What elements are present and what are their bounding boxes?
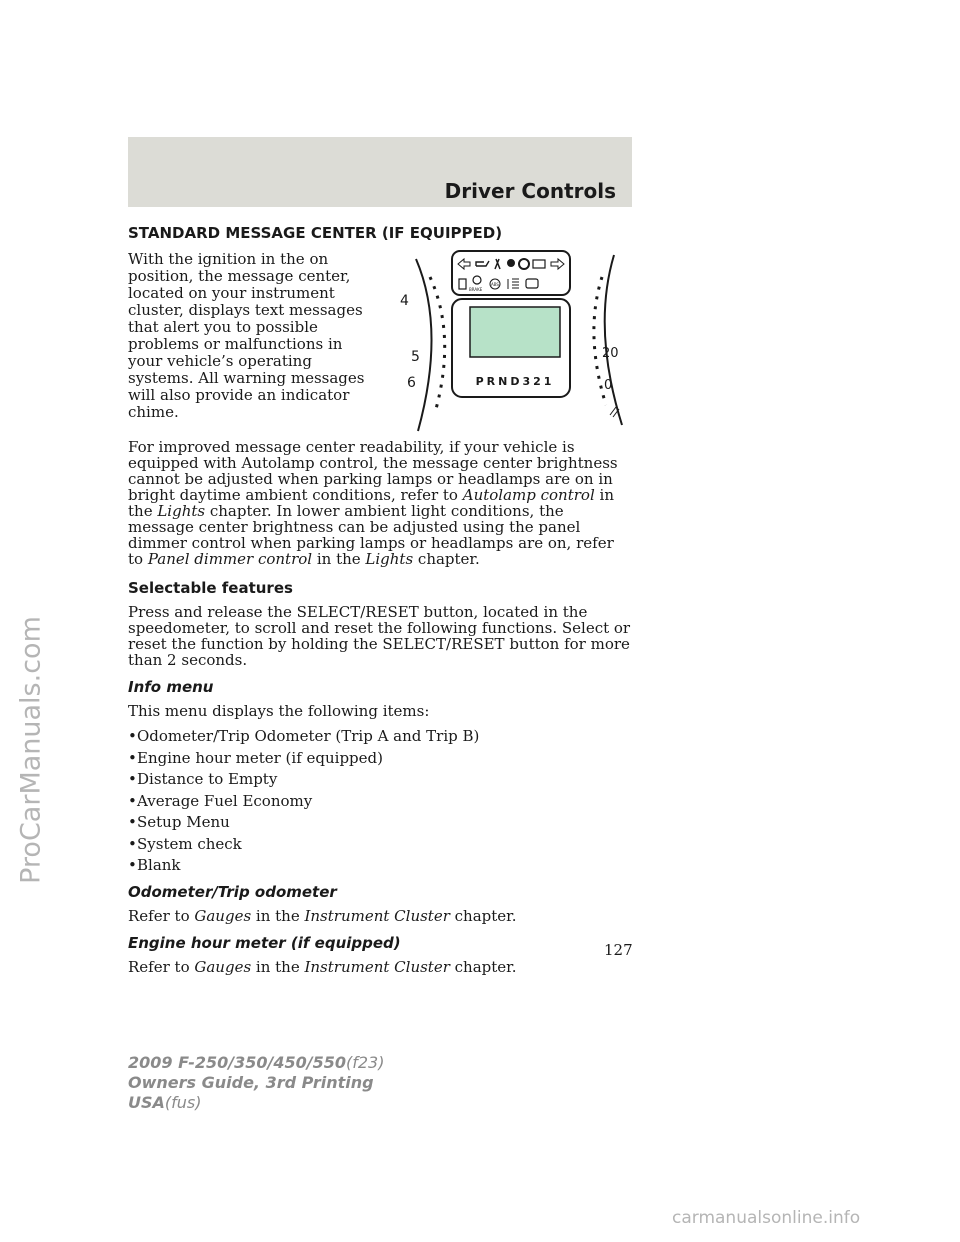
info-menu-list bbox=[128, 728, 632, 873]
list-item: •System check bbox=[128, 834, 242, 853]
side-watermark bbox=[6, 540, 56, 960]
footer-model-code: (f23) bbox=[346, 1053, 385, 1072]
document-footer bbox=[128, 1053, 384, 1113]
page-content bbox=[128, 214, 632, 984]
odometer-paragraph: Refer to Gauges in the Instrument Cluster chapter. bbox=[128, 907, 517, 925]
brake-label: BRAKE bbox=[469, 287, 483, 292]
panel-dimmer-reference: Panel dimmer control bbox=[147, 550, 313, 568]
list-item: •Odometer/Trip Odometer (Trip A and Trip B) bbox=[128, 727, 480, 745]
list-item: •Setup Menu bbox=[128, 813, 230, 831]
instrument-cluster-reference-2: Instrument Cluster bbox=[304, 958, 450, 976]
tach-label-6: 6 bbox=[407, 375, 416, 391]
info-menu-heading: Info menu bbox=[128, 678, 214, 696]
list-item: •Average Fuel Economy bbox=[128, 791, 313, 810]
odometer-heading: Odometer/Trip odometer bbox=[128, 883, 337, 901]
chapter-title: Driver Controls bbox=[444, 179, 616, 203]
list-item: •Blank bbox=[128, 856, 181, 874]
tach-label-5: 5 bbox=[411, 349, 420, 365]
abs-label: ABS bbox=[491, 282, 499, 287]
footer-guide: Owners Guide, 3rd Printing bbox=[128, 1073, 374, 1092]
section-title: STANDARD MESSAGE CENTER (IF EQUIPPED) bbox=[128, 224, 503, 242]
selectable-features-paragraph: Press and release the SELECT/RESET button, located in the speedometer, to scroll and reset the following functions. Select or reset the function by holding the SELECT/RESET button for more than 2 seconds. bbox=[128, 603, 631, 669]
footer-model: 2009 F-250/350/450/550 bbox=[128, 1053, 346, 1072]
lights-reference: Lights bbox=[157, 502, 206, 520]
gauges-reference-2: Gauges bbox=[194, 958, 252, 976]
intro-paragraph: With the ignition in the on position, the message center, located on your instrument cluster, displays text messages that alert you to possible problems or malfunctions in your vehicle’s operating systems. All warning messages will also provide an indicator chime. bbox=[128, 250, 365, 421]
watermark-text: ProCarManuals.com bbox=[15, 616, 47, 884]
gauges-reference: Gauges bbox=[194, 907, 252, 925]
engine-hour-heading: Engine hour meter (if equipped) bbox=[128, 934, 401, 952]
footer-market-code: (fus) bbox=[164, 1093, 202, 1112]
gauge-label-20: 20 bbox=[602, 346, 619, 361]
info-menu-intro: This menu displays the following items: bbox=[128, 702, 430, 720]
prnd-indicator: PRND321 bbox=[475, 375, 555, 388]
page-number: 127 bbox=[604, 941, 633, 959]
selectable-features-heading: Selectable features bbox=[128, 579, 293, 597]
gauge-label-0: 0 bbox=[604, 378, 613, 393]
tach-label-4: 4 bbox=[400, 293, 409, 309]
intro-row bbox=[128, 251, 632, 439]
autolamp-reference: Autolamp control bbox=[462, 486, 595, 504]
readability-paragraph: For improved message center readability, if your vehicle is equipped with Autolamp control, the message center brightness cannot be adjusted when parking lamps or headlamps are on in bright daytime ambient conditions, refer to Autolamp control in the Lights chapter. In lower ambient light conditions, the message center brightness can be adjusted using the panel dimmer control when parking lamps or headlamps are on, refer to Panel dimmer control in the Lights chapter. bbox=[128, 438, 618, 568]
chapter-header-band bbox=[128, 137, 632, 207]
list-item: •Distance to Empty bbox=[128, 770, 278, 788]
lights-reference-2: Lights bbox=[365, 550, 414, 568]
footer-market: USA bbox=[128, 1093, 165, 1112]
list-item: •Engine hour meter (if equipped) bbox=[128, 748, 383, 767]
instrument-cluster-illustration bbox=[396, 249, 632, 439]
footer-site-watermark: carmanualsonline.info bbox=[672, 1208, 861, 1228]
airbag-icon bbox=[507, 259, 515, 267]
instrument-cluster-reference: Instrument Cluster bbox=[304, 907, 450, 925]
message-center-display bbox=[470, 307, 560, 357]
engine-hour-paragraph: Refer to Gauges in the Instrument Cluster chapter. bbox=[128, 958, 517, 976]
